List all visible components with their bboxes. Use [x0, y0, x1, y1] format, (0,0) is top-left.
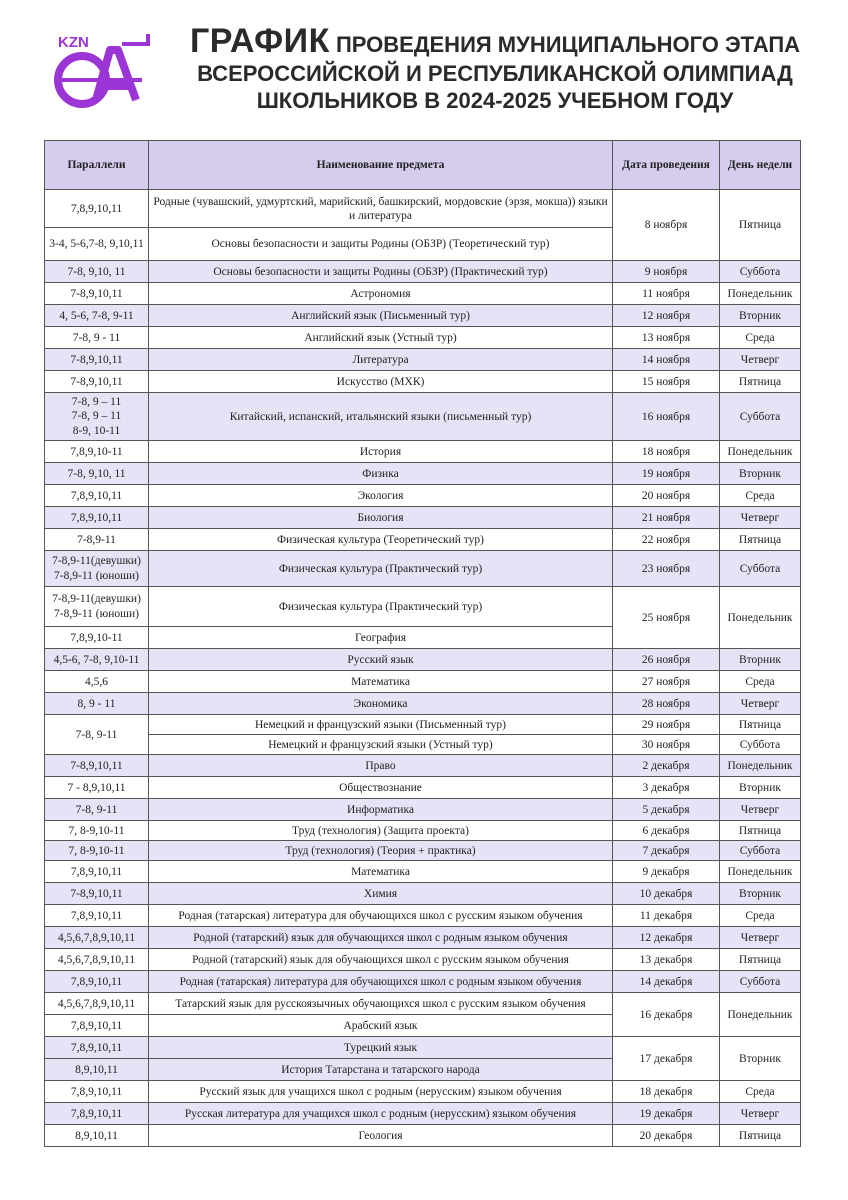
grades-cell: 7-8, 9-11 [45, 799, 149, 821]
weekday-cell: Четверг [720, 693, 801, 715]
date-cell: 11 ноября [613, 283, 720, 305]
subject-cell: Экономика [149, 693, 613, 715]
subject-cell: Астрономия [149, 283, 613, 305]
grades-cell: 7,8,9,10-11 [45, 627, 149, 649]
weekday-cell: Среда [720, 671, 801, 693]
grades-cell: 7,8,9,10,11 [45, 1037, 149, 1059]
weekday-cell: Понедельник [720, 441, 801, 463]
date-cell: 12 декабря [613, 927, 720, 949]
subject-cell: Родной (татарский) язык для обучающихся школ с родным языком обучения [149, 927, 613, 949]
date-cell: 14 ноября [613, 349, 720, 371]
grades-cell: 7-8, 9,10, 11 [45, 261, 149, 283]
date-cell: 7 декабря [613, 841, 720, 861]
date-cell: 18 декабря [613, 1081, 720, 1103]
weekday-cell: Суббота [720, 735, 801, 755]
subject-cell: Обществознание [149, 777, 613, 799]
date-cell: 6 декабря [613, 821, 720, 841]
weekday-cell: Пятница [720, 190, 801, 261]
weekday-cell: Четверг [720, 349, 801, 371]
subject-cell: Русский язык [149, 649, 613, 671]
weekday-cell: Четверг [720, 1103, 801, 1125]
grades-cell: 7,8,9,10,11 [45, 507, 149, 529]
grades-line: 7-8,9-11 (юноши) [54, 607, 139, 620]
table-row [45, 1103, 801, 1125]
weekday-cell: Понедельник [720, 755, 801, 777]
subject-cell: Физическая культура (Теоретический тур) [149, 529, 613, 551]
subject-cell: Русская литература для учащихся школ с родным (нерусским) языком обучения [149, 1103, 613, 1125]
grades-cell: 7,8,9,10,11 [45, 971, 149, 993]
grades-cell: 7,8,9,10,11 [45, 1015, 149, 1037]
table-row [45, 349, 801, 371]
grades-cell [45, 393, 149, 441]
date-cell: 9 декабря [613, 861, 720, 883]
table-row [45, 327, 801, 349]
table-row [45, 971, 801, 993]
title-line1: ПРОВЕДЕНИЯ МУНИЦИПАЛЬНОГО ЭТАПА [335, 32, 801, 57]
date-cell: 29 ноября [613, 715, 720, 735]
column-header: Наименование предмета [149, 141, 613, 190]
grades-cell: 4, 5-6, 7-8, 9-11 [45, 305, 149, 327]
column-header: День недели [720, 141, 801, 190]
grades-line: 7-8,9-11 (юноши) [54, 569, 139, 582]
subject-cell: Китайский, испанский, итальянский языки (письменный тур) [149, 393, 613, 441]
grades-cell: 7 - 8,9,10,11 [45, 777, 149, 799]
table-row [45, 1125, 801, 1147]
table-row [45, 393, 801, 441]
grades-cell: 7-8,9-11 [45, 529, 149, 551]
date-cell: 20 ноября [613, 485, 720, 507]
weekday-cell: Вторник [720, 883, 801, 905]
date-cell: 21 ноября [613, 507, 720, 529]
date-cell: 19 ноября [613, 463, 720, 485]
subject-cell: Татарский язык для русскоязычных обучающихся школ с русским языком обучения [149, 993, 613, 1015]
date-cell: 20 декабря [613, 1125, 720, 1147]
subject-cell: Основы безопасности и защиты Родины (ОБЗР) (Практический тур) [149, 261, 613, 283]
grades-cell: 4,5-6, 7-8, 9,10-11 [45, 649, 149, 671]
grades-cell: 7, 8-9,10-11 [45, 821, 149, 841]
table-row [45, 587, 801, 627]
grades-cell: 8, 9 - 11 [45, 693, 149, 715]
date-cell: 30 ноября [613, 735, 720, 755]
table-row [45, 799, 801, 821]
weekday-cell: Четверг [720, 927, 801, 949]
grades-line: 7-8,9-11(девушки) [52, 555, 141, 567]
grades-line: 8-9, 10-11 [72, 424, 121, 437]
date-cell: 17 декабря [613, 1037, 720, 1081]
weekday-cell: Среда [720, 485, 801, 507]
weekday-cell: Вторник [720, 463, 801, 485]
date-cell: 2 декабря [613, 755, 720, 777]
date-cell: 19 декабря [613, 1103, 720, 1125]
subject-cell: Турецкий язык [149, 1037, 613, 1059]
weekday-cell: Суббота [720, 393, 801, 441]
subject-cell: Право [149, 755, 613, 777]
table-row [45, 927, 801, 949]
grades-cell: 7-8,9,10,11 [45, 371, 149, 393]
table-row [45, 777, 801, 799]
date-cell: 16 ноября [613, 393, 720, 441]
subject-cell: История Татарстана и татарского народа [149, 1059, 613, 1081]
table-row [45, 305, 801, 327]
table-row [45, 190, 801, 228]
table-row [45, 441, 801, 463]
weekday-cell: Суббота [720, 971, 801, 993]
date-cell: 5 декабря [613, 799, 720, 821]
grades-cell: 7,8,9,10-11 [45, 441, 149, 463]
grades-cell: 7-8, 9 - 11 [45, 327, 149, 349]
grades-cell: 4,5,6,7,8,9,10,11 [45, 949, 149, 971]
grades-cell: 4,5,6 [45, 671, 149, 693]
subject-cell: Биология [149, 507, 613, 529]
subject-cell: Арабский язык [149, 1015, 613, 1037]
subject-cell: Экология [149, 485, 613, 507]
weekday-cell: Четверг [720, 799, 801, 821]
subject-cell: Английский язык (Устный тур) [149, 327, 613, 349]
weekday-cell: Суббота [720, 261, 801, 283]
subject-cell: Английский язык (Письменный тур) [149, 305, 613, 327]
subject-cell: Родные (чувашский, удмуртский, марийский, башкирский, мордовские (эрзя, мокша)) языки и литература [149, 190, 613, 228]
table-row [45, 551, 801, 587]
subject-cell: Информатика [149, 799, 613, 821]
weekday-cell: Вторник [720, 1037, 801, 1081]
table-row [45, 821, 801, 841]
date-cell: 10 декабря [613, 883, 720, 905]
weekday-cell: Пятница [720, 715, 801, 735]
date-cell: 12 ноября [613, 305, 720, 327]
grades-cell: 7,8,9,10,11 [45, 905, 149, 927]
table-row [45, 993, 801, 1015]
grades-cell: 7-8, 9,10, 11 [45, 463, 149, 485]
subject-cell: Труд (технология) (Теория + практика) [149, 841, 613, 861]
date-cell: 14 декабря [613, 971, 720, 993]
date-cell: 15 ноября [613, 371, 720, 393]
subject-cell: Немецкий и французский языки (Устный тур) [149, 735, 613, 755]
weekday-cell: Понедельник [720, 283, 801, 305]
grades-cell: 7,8,9,10,11 [45, 1103, 149, 1125]
subject-cell: Физика [149, 463, 613, 485]
date-cell: 16 декабря [613, 993, 720, 1037]
grades-line: 7-8,9-11(девушки) [52, 593, 141, 605]
table-row [45, 755, 801, 777]
weekday-cell: Понедельник [720, 587, 801, 649]
weekday-cell: Понедельник [720, 993, 801, 1037]
schedule-table [44, 140, 801, 1147]
subject-cell: Физическая культура (Практический тур) [149, 587, 613, 627]
table-row [45, 735, 801, 755]
olympiad-logo [52, 28, 152, 110]
weekday-cell: Суббота [720, 841, 801, 861]
subject-cell: Математика [149, 671, 613, 693]
column-header: Дата проведения [613, 141, 720, 190]
grades-line: 7-8, 9 – 11 [71, 395, 122, 408]
subject-cell: Родная (татарская) литература для обучающихся школ с русским языком обучения [149, 905, 613, 927]
grades-cell: 7-8,9,10,11 [45, 883, 149, 905]
weekday-cell: Среда [720, 905, 801, 927]
subject-cell: География [149, 627, 613, 649]
document-title [160, 22, 830, 114]
date-cell: 9 ноября [613, 261, 720, 283]
table-row [45, 507, 801, 529]
table-row [45, 649, 801, 671]
date-cell: 26 ноября [613, 649, 720, 671]
weekday-cell: Пятница [720, 949, 801, 971]
date-cell: 28 ноября [613, 693, 720, 715]
table-row [45, 371, 801, 393]
table-row [45, 485, 801, 507]
subject-cell: Физическая культура (Практический тур) [149, 551, 613, 587]
weekday-cell: Пятница [720, 529, 801, 551]
subject-cell: Труд (технология) (Защита проекта) [149, 821, 613, 841]
grades-cell: 3-4, 5-6,7-8, 9,10,11 [45, 228, 149, 261]
table-row [45, 841, 801, 861]
date-cell: 22 ноября [613, 529, 720, 551]
table-header-row [45, 141, 801, 190]
weekday-cell: Вторник [720, 305, 801, 327]
table-row [45, 463, 801, 485]
date-cell: 13 декабря [613, 949, 720, 971]
subject-cell: Русский язык для учащихся школ с родным (нерусским) языком обучения [149, 1081, 613, 1103]
grades-cell: 7-8,9,10,11 [45, 755, 149, 777]
date-cell: 13 ноября [613, 327, 720, 349]
grades-cell: 7, 8-9,10-11 [45, 841, 149, 861]
weekday-cell: Пятница [720, 371, 801, 393]
date-cell: 18 ноября [613, 441, 720, 463]
table-row [45, 883, 801, 905]
grades-cell: 7,8,9,10,11 [45, 190, 149, 228]
grades-line: 7-8, 9 – 11 [71, 410, 122, 423]
table-row [45, 861, 801, 883]
grades-cell: 8,9,10,11 [45, 1059, 149, 1081]
subject-cell: Родной (татарский) язык для обучающихся школ с русским языком обучения [149, 949, 613, 971]
subject-cell: Основы безопасности и защиты Родины (ОБЗР) (Теоретический тур) [149, 228, 613, 261]
weekday-cell: Среда [720, 327, 801, 349]
weekday-cell: Среда [720, 1081, 801, 1103]
subject-cell: Родная (татарская) литература для обучающихся школ с родным языком обучения [149, 971, 613, 993]
date-cell: 8 ноября [613, 190, 720, 261]
table-row [45, 693, 801, 715]
table-row [45, 1037, 801, 1059]
grades-cell: 7,8,9,10,11 [45, 861, 149, 883]
date-cell: 27 ноября [613, 671, 720, 693]
weekday-cell: Понедельник [720, 861, 801, 883]
table-row [45, 529, 801, 551]
date-cell: 25 ноября [613, 587, 720, 649]
grades-cell: 8,9,10,11 [45, 1125, 149, 1147]
table-row [45, 283, 801, 305]
weekday-cell: Пятница [720, 821, 801, 841]
subject-cell: Литература [149, 349, 613, 371]
title-line3: ШКОЛЬНИКОВ В 2024-2025 УЧЕБНОМ ГОДУ [256, 88, 734, 113]
date-cell: 3 декабря [613, 777, 720, 799]
table-row [45, 261, 801, 283]
title-line2: ВСЕРОССИЙСКОЙ И РЕСПУБЛИКАНСКОЙ ОЛИМПИАД [197, 61, 793, 86]
weekday-cell: Четверг [720, 507, 801, 529]
weekday-cell: Вторник [720, 649, 801, 671]
column-header: Параллели [45, 141, 149, 190]
subject-cell: Математика [149, 861, 613, 883]
weekday-cell: Суббота [720, 551, 801, 587]
logo-text: KZN [58, 34, 89, 51]
subject-cell: Искусство (МХК) [149, 371, 613, 393]
table-row [45, 905, 801, 927]
weekday-cell: Пятница [720, 1125, 801, 1147]
table-row [45, 1081, 801, 1103]
grades-cell: 7-8, 9-11 [45, 715, 149, 755]
grades-cell [45, 551, 149, 587]
grades-cell: 4,5,6,7,8,9,10,11 [45, 993, 149, 1015]
grades-cell: 7,8,9,10,11 [45, 485, 149, 507]
title-big-word: ГРАФИК [189, 22, 330, 60]
grades-cell: 7-8,9,10,11 [45, 349, 149, 371]
subject-cell: История [149, 441, 613, 463]
grades-cell: 7,8,9,10,11 [45, 1081, 149, 1103]
weekday-cell: Вторник [720, 777, 801, 799]
grades-cell [45, 587, 149, 627]
table-row [45, 671, 801, 693]
subject-cell: Немецкий и французский языки (Письменный тур) [149, 715, 613, 735]
subject-cell: Химия [149, 883, 613, 905]
grades-cell: 4,5,6,7,8,9,10,11 [45, 927, 149, 949]
table-row [45, 715, 801, 735]
table-row [45, 949, 801, 971]
date-cell: 23 ноября [613, 551, 720, 587]
date-cell: 11 декабря [613, 905, 720, 927]
grades-cell: 7-8,9,10,11 [45, 283, 149, 305]
subject-cell: Геология [149, 1125, 613, 1147]
